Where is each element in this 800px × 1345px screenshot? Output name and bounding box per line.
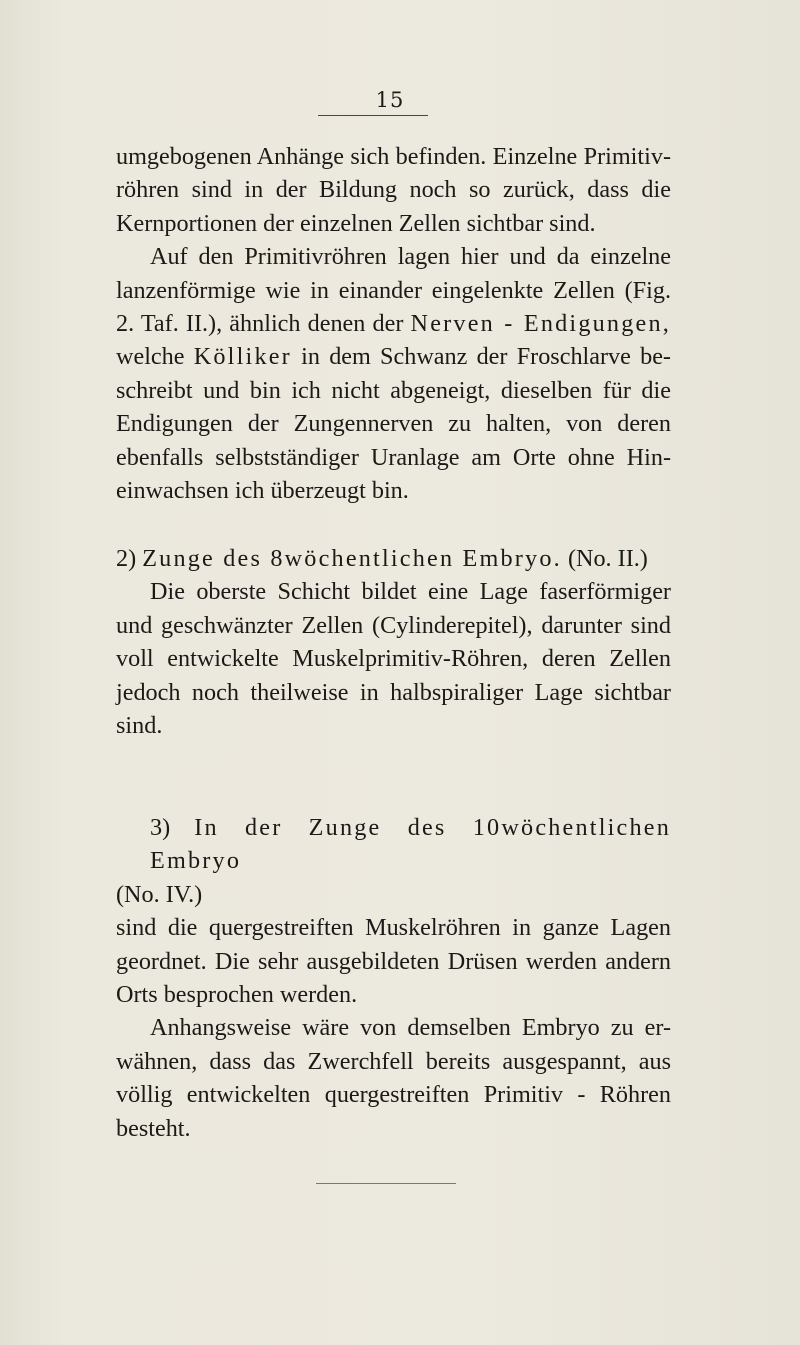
section-3-number: 3): [150, 814, 171, 841]
nerve-endings-term: Nerven - Endigungen,: [410, 310, 671, 338]
paragraph-2-part-2: welche: [116, 343, 194, 371]
section-2-ref: (No. II.): [567, 545, 648, 572]
page-number: 15: [375, 88, 405, 112]
section-2: [116, 542, 671, 742]
section-2-body: Die oberste Schicht bildet eine Lage faserförmiger und geschwänzter Zellen (Cylinderepitel), darunter sind voll entwickelte Muskelprimitiv-Röhren, deren Zellen jedoch noch theilweise in halbspiraliger Lage sichtbar sind.: [116, 578, 671, 740]
author-name-koelliker: Kölliker: [193, 343, 292, 371]
page-number-rule: [318, 115, 428, 116]
paragraph-2-part-3: in dem Schwanz der Froschlarve be-schreibt und bin ich nicht abgeneigt, dieselben für die Endigungen der Zungennerven zu halten, von deren ebenfalls selbstständiger Uranlage am Orte ohne Hin-einwachsen ich überzeugt bin.: [116, 343, 671, 505]
section-2-title: Zunge des 8wöchentlichen Embryo.: [142, 545, 562, 572]
section-2-number: 2): [116, 545, 137, 572]
section-3-title: In der Zunge des 10wöchentlichen Embryo: [150, 814, 671, 875]
section-3-body-2: Anhangsweise wäre von demselben Embryo zu er-wähnen, dass das Zwerchfell bereits ausgespannt, aus völlig entwickelten quergestreiften Primitiv - Röhren besteht.: [116, 1014, 671, 1142]
paragraph-2: [116, 240, 671, 507]
section-3-ref: (No. IV.): [116, 880, 203, 908]
section-3: [116, 811, 671, 1145]
section-3-heading: [116, 811, 671, 878]
paragraph-1: umgebogenen Anhänge sich befinden. Einzelne Primitiv-röhren sind in der Bildung noch so zurück, dass die Kernportionen der einzelnen Zellen sichtbar sind.: [116, 143, 671, 237]
section-2-heading: [116, 542, 671, 575]
section-3-body-1: sind die quergestreiften Muskelröhren in ganze Lagen geordnet. Die sehr ausgebildeten Drüsen werden andern Orts besprochen werden.: [116, 914, 671, 1009]
paragraph-2-part-1: Auf den Primitivröhren lagen hier und da einzelne lanzenförmige wie in einander eingelenkte Zellen (Fig. 2. Taf. II.), ähnlich denen der: [116, 243, 671, 338]
end-rule: [316, 1183, 456, 1184]
opening-text: [116, 140, 671, 507]
